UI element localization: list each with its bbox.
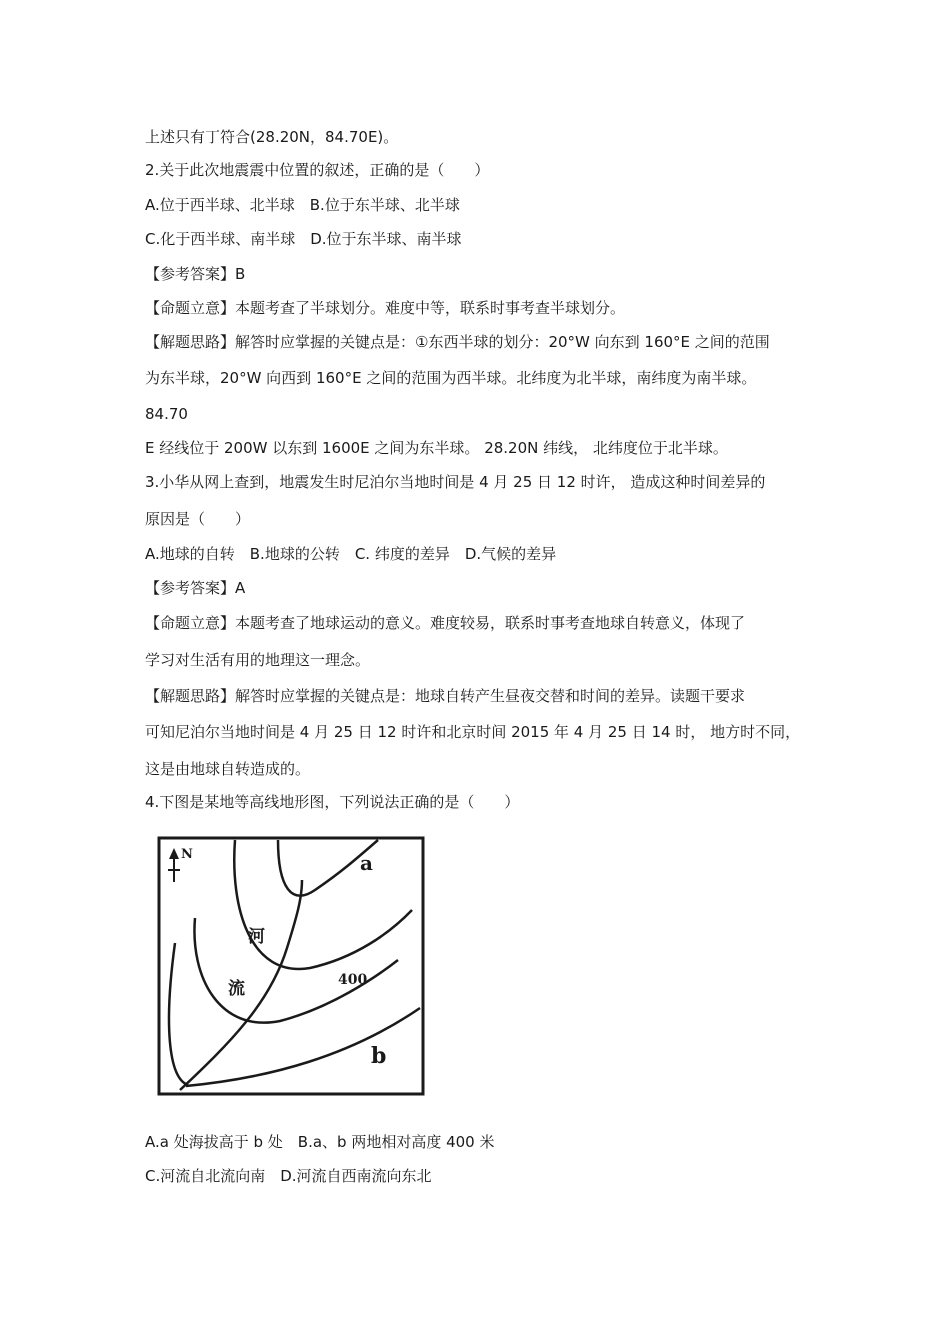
label-a: a xyxy=(360,851,373,875)
question-4-options-ab: A.a 处海拔高于 b 处 B.a、b 两地相对高度 400 米 xyxy=(145,1133,495,1151)
question-3-stem-2: 原因是（ ） xyxy=(145,510,251,528)
text-line-1: 上述只有丁符合(28.20N，84.70E)。 xyxy=(145,128,399,146)
question-3-options: A.地球的自转 B.地球的公转 C. 纬度的差异 D.气候的差异 xyxy=(145,545,557,563)
analysis-2-line-2: 为东半球，20°W 向西到 160°E 之间的范围为西半球。北纬度为北半球，南纬度为南半球。 xyxy=(145,369,757,387)
question-2-stem: 2.关于此次地震震中位置的叙述，正确的是（ ） xyxy=(145,161,490,179)
contour-value-label: 400 xyxy=(338,972,368,988)
intent-3-line-1: 【命题立意】本题考查了地球运动的意义。难度较易，联系时事考查地球自转意义，体现了 xyxy=(145,614,746,632)
analysis-2-line-4: E 经线位于 200W 以东到 1600E 之间为东半球。 28.20N 纬线， 北纬度位于北半球。 xyxy=(145,439,728,457)
question-2-options-cd: C.化于西半球、南半球 D.位于东半球、南半球 xyxy=(145,230,462,248)
north-arrow-icon xyxy=(168,848,180,882)
intent-3-line-2: 学习对生活有用的地理这一理念。 xyxy=(145,651,371,669)
analysis-3-line-2: 可知尼泊尔当地时间是 4 月 25 日 12 时许和北京时间 2015 年 4 月 25 日 14 时， 地方时不同， xyxy=(145,723,801,741)
label-b: b xyxy=(371,1043,387,1069)
intent-2: 【命题立意】本题考查了半球划分。难度中等，联系时事考查半球划分。 xyxy=(145,299,626,317)
contour-line-400 xyxy=(234,840,412,969)
north-label: N xyxy=(181,847,193,862)
contour-map-svg xyxy=(150,828,430,1104)
analysis-2-line-1: 【解题思路】解答时应掌握的关键点是：①东西半球的划分：20°W 向东到 160°E 之间的范围 xyxy=(145,333,770,351)
river-char-he: 河 xyxy=(248,927,265,947)
contour-line-outer xyxy=(169,943,188,1085)
question-3-stem-1: 3.小华从网上查到，地震发生时尼泊尔当地时间是 4 月 25 日 12 时许， 造成这种时间差异的 xyxy=(145,473,766,491)
answer-2: 【参考答案】B xyxy=(145,265,246,283)
answer-3: 【参考答案】A xyxy=(145,579,246,597)
river-char-liu: 流 xyxy=(228,979,245,999)
contour-map xyxy=(150,828,430,1104)
contour-line-middle xyxy=(194,918,398,1023)
analysis-2-line-3: 84.70 xyxy=(145,405,188,423)
question-4-options-cd: C.河流自北流向南 D.河流自西南流向东北 xyxy=(145,1167,432,1185)
analysis-3-line-1: 【解题思路】解答时应掌握的关键点是：地球自转产生昼夜交替和时间的差异。读题干要求 xyxy=(145,687,746,705)
question-2-options-ab: A.位于西半球、北半球 B.位于东半球、北半球 xyxy=(145,196,460,214)
analysis-3-line-3: 这是由地球自转造成的。 xyxy=(145,760,311,778)
question-4-stem: 4.下图是某地等高线地形图，下列说法正确的是（ ） xyxy=(145,793,520,811)
